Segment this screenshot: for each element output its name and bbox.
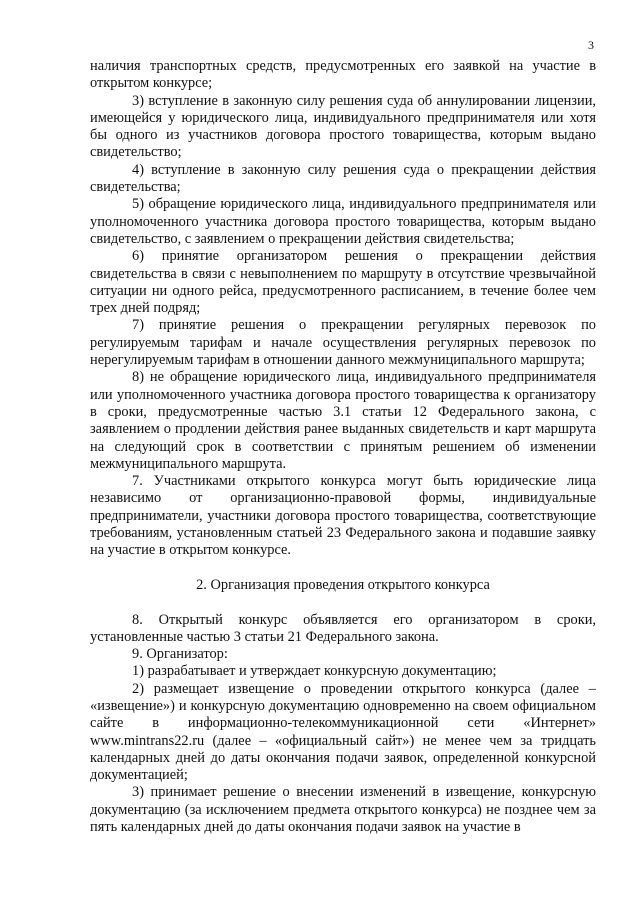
paragraph-clause-8: 8. Открытый конкурс объявляется его организатором в сроки, установленные частью 3 статьи 21 Федерального закона. xyxy=(90,611,596,645)
paragraph-clause-7: 7. Участниками открытого конкурса могут быть юридические лица независимо от организационно-правовой формы, индивидуальные предприниматели, участники договора простого товарищества, соответствующие требованиям, установленным статьей 23 Федерального закона и подавшие заявку на участие в открытом конкурсе. xyxy=(90,473,596,559)
paragraph-subitem-1: 1) разрабатывает и утверждает конкурсную документацию; xyxy=(132,663,497,680)
paragraph-subitem-3: 3) принимает решение о внесении изменений в извещение, конкурсную документацию (за исключением предмета открытого конкурса) не позднее чем за пять календарных дней до даты окончания подачи заявок на участие в xyxy=(90,784,596,836)
paragraph-item-4: 4) вступление в законную силу решения суда о прекращении действия свидетельства; xyxy=(90,161,596,196)
paragraph-item-3: 3) вступление в законную силу решения суда об аннулировании лицензии, имеющейся у юридического лица, индивидуального предпринимателя или хотя бы одного из участников договора простого товарищества, которым выдано свидетельство; xyxy=(90,92,596,161)
paragraph-item-6: 6) принятие организатором решения о прекращении действия свидетельства в связи с невыполнением по маршруту в отсутствие чрезвычайной ситуации ни одного рейса, предусмотренного расписанием, в течение более чем трех дней подряд; xyxy=(90,248,596,317)
paragraph-item-7: 7) принятие решения о прекращении регулярных перевозок по регулируемым тарифам и начале осуществления регулярных перевозок по нерегулируемым тарифам в отношении данного межмуниципального маршрута; xyxy=(90,317,596,369)
section-heading: 2. Организация проведения открытого конкурса xyxy=(196,576,490,593)
paragraph-clause-9: 9. Организатор: xyxy=(132,646,228,663)
paragraph-continuation: наличия транспортных средств, предусмотренных его заявкой на участие в открытом конкурсе; xyxy=(90,58,596,92)
paragraph-item-8: 8) не обращение юридического лица, индивидуального предпринимателя или уполномоченного участника договора простого товарищества к организатору в сроки, предусмотренные частью 3.1 статьи 12 Федерального закона, с заявлением о продлении действия ранее выданных свидетельств и карт маршрута на следующий срок в соответствии с принятым решением об изменении межмуниципального маршрута. xyxy=(90,369,596,472)
document-body xyxy=(90,58,596,836)
page-number: 3 xyxy=(588,38,594,52)
paragraph-item-5: 5) обращение юридического лица, индивидуального предпринимателя или уполномоченного участника договора простого товарищества, которым выдано свидетельство, с заявлением о прекращении действия свидетельства; xyxy=(90,196,596,247)
paragraph-subitem-2: 2) размещает извещение о проведении открытого конкурса (далее – «извещение») и конкурсную документацию одновременно на своем официальном сайте в информационно-телекоммуникационной сети «Интернет» www.mintrans22.ru (далее – «официальный сайт») не менее чем за тридцать календарных дней до даты окончания подачи заявок, определенной конкурсной документацией; xyxy=(90,680,596,784)
